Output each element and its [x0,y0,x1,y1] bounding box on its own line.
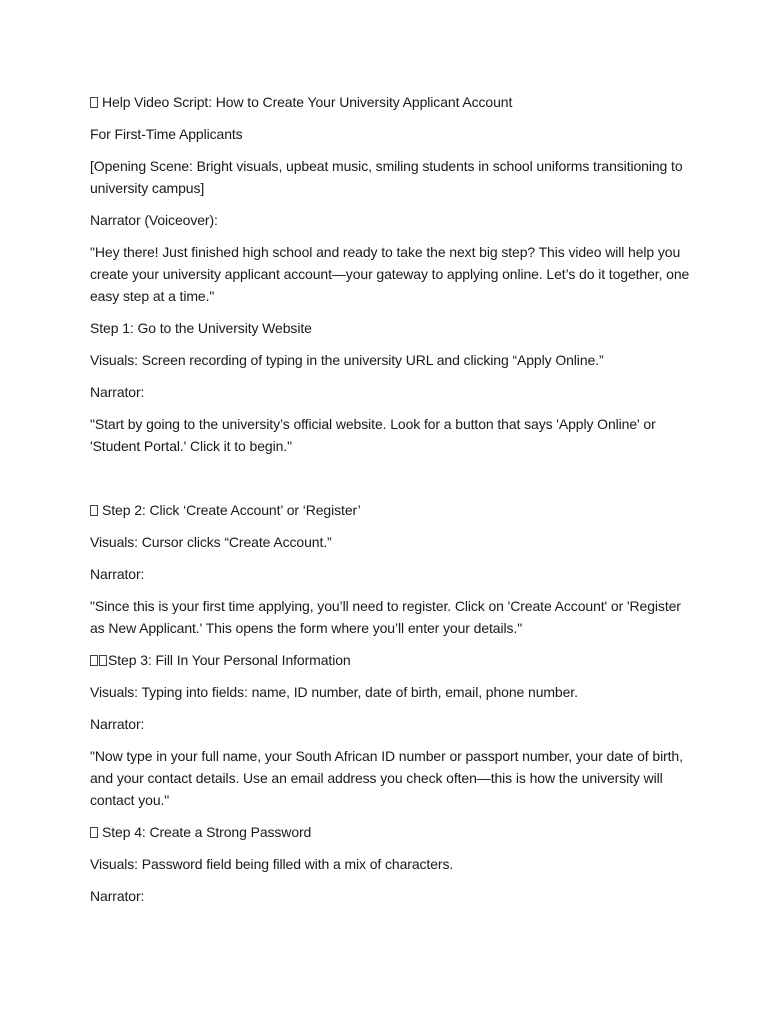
document-subtitle: For First-Time Applicants [90,126,243,142]
opening-scene: [Opening Scene: Bright visuals, upbeat music, smiling students in school uniforms transitioning to university campus] [90,158,683,196]
lock-emoji-icon [90,827,98,838]
step-2-narrator-label: Narrator: [90,566,145,582]
step-4-narrator-label: Narrator: [90,888,145,904]
step-1-visuals: Visuals: Screen recording of typing in the university URL and clicking “Apply Online.” [90,352,604,368]
step-3-visuals: Visuals: Typing into fields: name, ID number, date of birth, email, phone number. [90,684,578,700]
writing-hand-emoji-icon [90,655,98,666]
intro-quote: "Hey there! Just finished high school and ready to take the next big step? This video will help you create your university applicant account—your gateway to applying online. Let’s do it together, one easy step at a time." [90,244,690,304]
step-1-narrator-label: Narrator: [90,384,145,400]
step-1-heading: Step 1: Go to the University Website [90,320,312,336]
document-page [90,91,690,917]
narrator-voiceover-label: Narrator (Voiceover): [90,212,218,228]
step-4-heading-text: Step 4: Create a Strong Password [102,824,312,840]
step-1-quote: "Start by going to the university’s official website. Look for a button that says 'Apply Online' or 'Student Portal.' Click it to begin." [90,416,656,454]
document-title-text: Help Video Script: How to Create Your University Applicant Account [102,94,513,110]
pointer-emoji-icon [90,505,98,516]
step-3-quote: "Now type in your full name, your South African ID number or passport number, your date of birth, and your contact details. Use an email address you check often—this is how the university will contact you." [90,748,683,808]
step-2-quote: "Since this is your first time applying, you’ll need to register. Click on 'Create Account' or 'Register as New Applicant.' This opens the form where you’ll enter your details." [90,598,681,636]
video-emoji-icon [90,97,98,108]
step-4-visuals: Visuals: Password field being filled with a mix of characters. [90,856,454,872]
step-2-visuals: Visuals: Cursor clicks “Create Account.” [90,534,332,550]
step-2-heading [90,499,690,521]
blank-line [90,467,690,499]
step-4-heading [90,821,690,843]
step-2-heading-text: Step 2: Click ‘Create Account’ or ‘Register’ [102,502,361,518]
step-3-heading [90,649,690,671]
step-3-heading-text: Step 3: Fill In Your Personal Information [108,652,351,668]
step-3-narrator-label: Narrator: [90,716,145,732]
variation-selector-icon [99,655,107,666]
document-title [90,91,690,113]
